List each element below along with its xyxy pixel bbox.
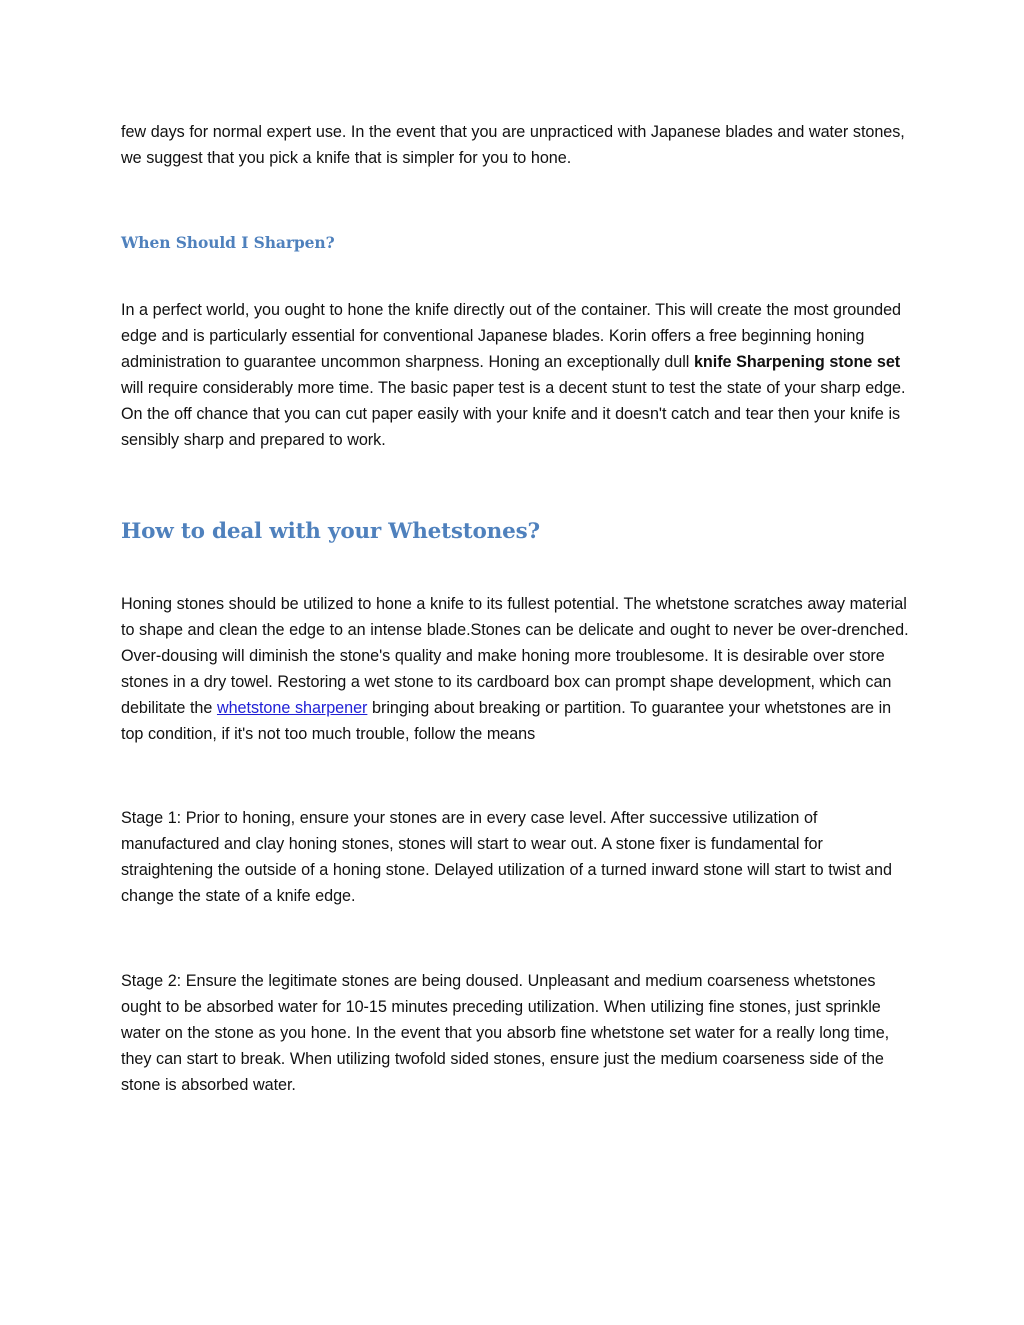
stage-1-paragraph: Stage 1: Prior to honing, ensure your stones are in every case level. After successive utilization of manufactured and clay honing stones, stones will start to wear out. A stone fixer is fundamental for straightening the outside of a honing stone. Delayed utilization of a turned inward stone will start to twist and change the state of a knife edge.	[121, 809, 892, 905]
stage-2-paragraph: Stage 2: Ensure the legitimate stones are being doused. Unpleasant and medium coarseness whetstones ought to be absorbed water for 10-15 minutes preceding utilization. When utilizing fine stones, just sprinkle water on the stone as you hone. In the event that you absorb fine whetstone set water for a really long time, they can start to break. When utilizing twofold sided stones, ensure just the medium coarseness side of the stone is absorbed water.	[121, 972, 890, 1094]
whetstone-sharpener-link[interactable]: whetstone sharpener	[216, 699, 368, 717]
section-heading-whetstones: How to deal with your Whetstones?	[121, 519, 540, 544]
sharpen-paragraph	[121, 297, 911, 453]
whetstones-paragraph	[121, 591, 911, 747]
intro-paragraph: few days for normal expert use. In the event that you are unpracticed with Japanese blades and water stones, we suggest that you pick a knife that is simpler for you to hone.	[121, 123, 905, 167]
section-heading-when-to-sharpen: When Should I Sharpen?	[121, 233, 335, 252]
sharpening-stone-set-bold-text: knife Sharpening stone set	[693, 353, 901, 371]
whetstones-paragraph-text-start: Honing stones should be utilized to hone a knife to its fullest potential. The whetstone scratches away material to shape and clean the edge to an intense blade.Stones can be delicate and ought to never be over-drenched. Over-dousing will diminish the stone's quality and make honing more troublesome. It is desirable over store stones in a dry towel. Restoring a wet stone to its cardboard box can prompt shape development, which can debilitate the	[121, 595, 909, 717]
whetstones-paragraph-text-end: bringing about breaking or partition. To guarantee your whetstones are in top condition, if it's not too much trouble, follow the means	[121, 699, 892, 743]
sharpen-paragraph-text-end: will require considerably more time. The basic paper test is a decent stunt to test the state of your sharp edge. On the off chance that you can cut paper easily with your knife and it doesn't catch and tear then your knife is sensibly sharp and prepared to work.	[121, 379, 906, 449]
sharpen-paragraph-text-start: In a perfect world, you ought to hone the knife directly out of the container. This will create the most grounded edge and is particularly essential for conventional Japanese blades. Korin offers a free beginning honing administration to guarantee uncommon sharpness. Honing an exceptionally dull	[121, 301, 902, 371]
